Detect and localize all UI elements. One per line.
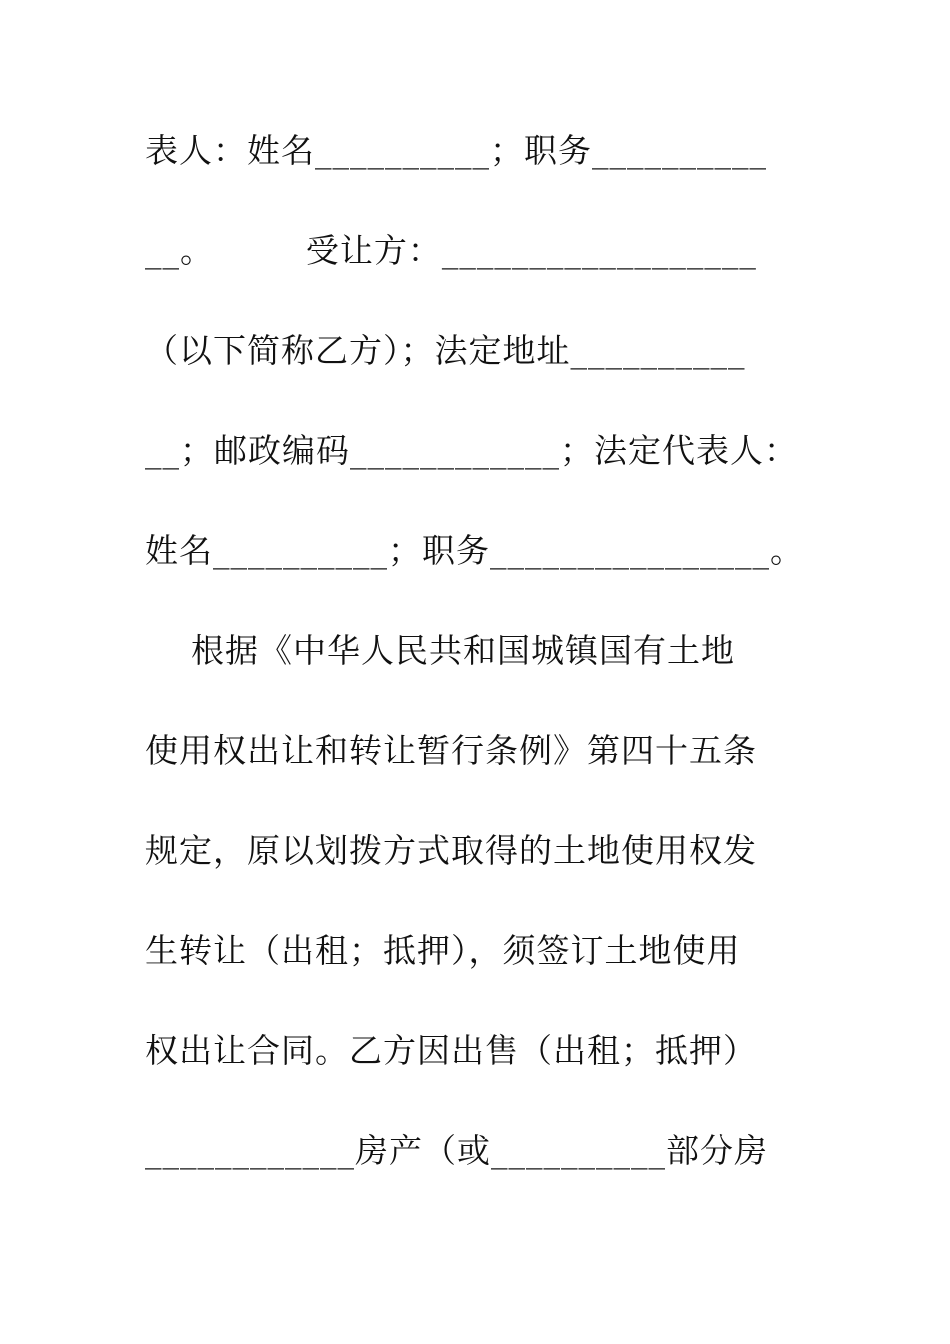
text-line-10 (145, 1021, 757, 1081)
text-line-8 (145, 821, 757, 881)
text-line-1 (145, 121, 767, 181)
line-text: 姓名__________；职务________________。 (145, 531, 804, 570)
line-text: （以下简称乙方）；法定地址__________ (145, 331, 746, 370)
text-line-5 (145, 521, 804, 581)
line-text: 规定，原以划拨方式取得的土地使用权发 (145, 831, 757, 870)
line-text: 表人：姓名__________；职务__________ (145, 131, 767, 170)
text-line-2 (145, 221, 757, 281)
line-text: 生转让（出租；抵押），须签订土地使用 (145, 931, 741, 970)
text-line-11 (145, 1121, 768, 1181)
line-text: 使用权出让和转让暂行条例》第四十五条 (145, 731, 757, 770)
text-line-9 (145, 921, 741, 981)
line-text: 权出让合同。乙方因出售（出租；抵押） (145, 1031, 757, 1070)
line-text: __；邮政编码____________；法定代表人： (145, 431, 798, 470)
line-text: ____________房产（或__________部分房 (145, 1131, 768, 1170)
text-line-4 (145, 421, 798, 481)
text-line-6 (145, 621, 735, 681)
text-line-7 (145, 721, 757, 781)
text-line-3 (145, 321, 746, 381)
line-text: __。 受让方：__________________ (145, 231, 757, 270)
line-text: 根据《中华人民共和国城镇国有土地 (145, 631, 735, 670)
